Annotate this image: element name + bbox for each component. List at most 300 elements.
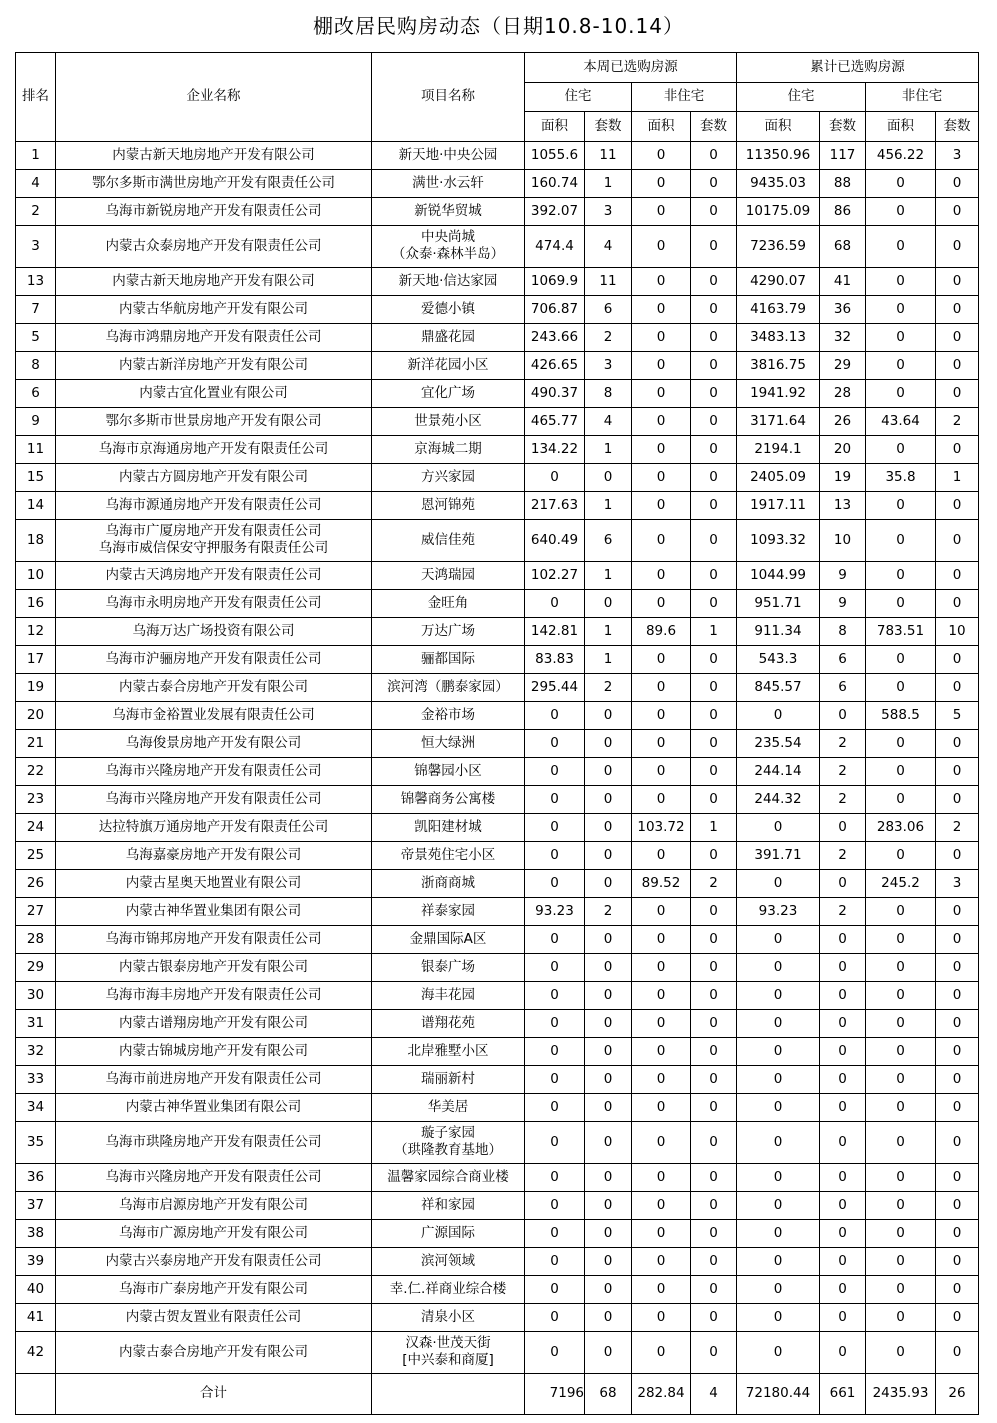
week-nonres-units: 0: [691, 463, 737, 491]
rank-cell: 40: [16, 1275, 56, 1303]
header-week: 本周已选购房源: [525, 53, 737, 83]
week-nonres-units: 0: [691, 645, 737, 673]
cum-nonres-units: 0: [936, 351, 979, 379]
cum-res-area: 4163.79: [737, 295, 820, 323]
company-cell: 乌海市前进房地产开发有限责任公司: [56, 1065, 372, 1093]
cum-res-units: 0: [820, 1093, 866, 1121]
week-res-units: 0: [585, 729, 632, 757]
week-res-area: 217.63: [525, 491, 585, 519]
cum-nonres-area: 245.2: [866, 869, 936, 897]
week-nonres-units: 0: [691, 351, 737, 379]
table-row: [16, 1163, 979, 1191]
cum-nonres-area: 0: [866, 1009, 936, 1037]
week-nonres-area: 0: [632, 379, 691, 407]
rank-cell: 16: [16, 589, 56, 617]
project-cell: 广源国际: [372, 1219, 525, 1247]
cum-nonres-units: 0: [936, 785, 979, 813]
company-cell: 乌海市永明房地产开发有限责任公司: [56, 589, 372, 617]
week-res-units: 0: [585, 925, 632, 953]
week-res-area: 0: [525, 869, 585, 897]
week-res-area: 1055.6: [525, 141, 585, 169]
page-title: 棚改居民购房动态（日期10.8-10.14）: [312, 14, 684, 38]
table-row: [16, 1275, 979, 1303]
table-body: [16, 141, 979, 1373]
company-cell: 内蒙古银泰房地产开发有限公司: [56, 953, 372, 981]
week-res-units: 11: [585, 267, 632, 295]
cum-res-area: 244.14: [737, 757, 820, 785]
rank-cell: 31: [16, 1009, 56, 1037]
week-res-units: 0: [585, 813, 632, 841]
week-nonres-units: 0: [691, 1247, 737, 1275]
company-cell: 内蒙古泰合房地产开发有限公司: [56, 1331, 372, 1373]
cum-res-area: 0: [737, 1121, 820, 1163]
table-header: [16, 53, 979, 142]
week-res-units: 0: [585, 589, 632, 617]
project-cell: 锦馨园小区: [372, 757, 525, 785]
week-res-units: 2: [585, 897, 632, 925]
cum-nonres-units: 0: [936, 897, 979, 925]
week-nonres-units: 0: [691, 1191, 737, 1219]
week-nonres-area: 0: [632, 561, 691, 589]
cum-res-area: 951.71: [737, 589, 820, 617]
project-cell: 金裕市场: [372, 701, 525, 729]
cum-nonres-area: 43.64: [866, 407, 936, 435]
cum-nonres-units: 0: [936, 757, 979, 785]
table-row: [16, 589, 979, 617]
cum-res-units: 9: [820, 589, 866, 617]
rank-cell: 32: [16, 1037, 56, 1065]
table-row: [16, 729, 979, 757]
rank-cell: 27: [16, 897, 56, 925]
header-area: 面积: [866, 112, 936, 142]
company-cell: 鄂尔多斯市满世房地产开发有限责任公司: [56, 169, 372, 197]
week-nonres-units: 0: [691, 1219, 737, 1247]
cum-nonres-area: 0: [866, 589, 936, 617]
week-nonres-area: 0: [632, 673, 691, 701]
company-cell: 乌海市金裕置业发展有限责任公司: [56, 701, 372, 729]
total-value: 661: [820, 1373, 866, 1414]
week-nonres-area: 0: [632, 1009, 691, 1037]
cum-nonres-units: 10: [936, 617, 979, 645]
cum-nonres-units: 2: [936, 813, 979, 841]
header-units: 套数: [820, 112, 866, 142]
cum-res-area: 0: [737, 813, 820, 841]
week-res-units: 1: [585, 561, 632, 589]
table-row: [16, 561, 979, 589]
week-nonres-area: 103.72: [632, 813, 691, 841]
rank-cell: 11: [16, 435, 56, 463]
week-res-area: 0: [525, 701, 585, 729]
table-row: [16, 519, 979, 561]
cum-nonres-units: 0: [936, 981, 979, 1009]
cum-nonres-units: 0: [936, 1247, 979, 1275]
week-res-area: 134.22: [525, 435, 585, 463]
week-nonres-units: 0: [691, 225, 737, 267]
cum-res-area: 10175.09: [737, 197, 820, 225]
week-nonres-area: 0: [632, 295, 691, 323]
cum-res-units: 2: [820, 841, 866, 869]
week-res-units: 4: [585, 225, 632, 267]
cum-res-units: 9: [820, 561, 866, 589]
week-nonres-units: 0: [691, 785, 737, 813]
company-cell: 乌海万达广场投资有限公司: [56, 617, 372, 645]
cum-nonres-units: 0: [936, 379, 979, 407]
cum-res-units: 26: [820, 407, 866, 435]
week-res-area: 0: [525, 841, 585, 869]
cum-nonres-area: 0: [866, 225, 936, 267]
rank-cell: 6: [16, 379, 56, 407]
rank-cell: 22: [16, 757, 56, 785]
table-row: [16, 141, 979, 169]
total-rank-cell: [16, 1373, 56, 1414]
rank-cell: 29: [16, 953, 56, 981]
cum-nonres-area: 0: [866, 1331, 936, 1373]
cum-res-units: 36: [820, 295, 866, 323]
cum-nonres-units: 0: [936, 197, 979, 225]
week-res-area: 706.87: [525, 295, 585, 323]
company-cell: 内蒙古宜化置业有限公司: [56, 379, 372, 407]
table-row: [16, 169, 979, 197]
cum-res-units: 6: [820, 673, 866, 701]
company-cell: 乌海俊景房地产开发有限公司: [56, 729, 372, 757]
company-cell: 乌海市兴隆房地产开发有限责任公司: [56, 757, 372, 785]
cum-res-area: 3816.75: [737, 351, 820, 379]
table-row: [16, 351, 979, 379]
cum-res-units: 0: [820, 1037, 866, 1065]
rank-cell: 41: [16, 1303, 56, 1331]
table-row: [16, 1009, 979, 1037]
week-res-units: 2: [585, 323, 632, 351]
table-row: [16, 323, 979, 351]
cum-nonres-units: 0: [936, 1163, 979, 1191]
company-cell: 内蒙古星奥天地置业有限公司: [56, 869, 372, 897]
project-cell: 瑞丽新村: [372, 1065, 525, 1093]
cum-nonres-area: 0: [866, 1121, 936, 1163]
cum-res-area: 93.23: [737, 897, 820, 925]
cum-nonres-area: 0: [866, 897, 936, 925]
rank-cell: 3: [16, 225, 56, 267]
table-row: [16, 225, 979, 267]
project-cell: 中央尚城 （众泰·森林半岛）: [372, 225, 525, 267]
week-res-units: 1: [585, 491, 632, 519]
week-nonres-area: 0: [632, 841, 691, 869]
cum-res-area: 0: [737, 701, 820, 729]
header-area: 面积: [737, 112, 820, 142]
header-units: 套数: [585, 112, 632, 142]
week-nonres-units: 0: [691, 1163, 737, 1191]
company-cell: 内蒙古新洋房地产开发有限公司: [56, 351, 372, 379]
total-value: 4: [691, 1373, 737, 1414]
cum-res-units: 0: [820, 1065, 866, 1093]
cum-res-area: 0: [737, 1275, 820, 1303]
company-cell: 乌海市广源房地产开发有限公司: [56, 1219, 372, 1247]
project-cell: 新洋花园小区: [372, 351, 525, 379]
cum-nonres-units: 3: [936, 141, 979, 169]
table-row: [16, 491, 979, 519]
project-cell: 京海城二期: [372, 435, 525, 463]
table-row: [16, 841, 979, 869]
cum-res-area: 2194.1: [737, 435, 820, 463]
cum-res-units: 68: [820, 225, 866, 267]
rank-cell: 5: [16, 323, 56, 351]
company-cell: 乌海市京海通房地产开发有限责任公司: [56, 435, 372, 463]
cum-res-area: 1093.32: [737, 519, 820, 561]
company-cell: 内蒙古谱翔房地产开发有限公司: [56, 1009, 372, 1037]
project-cell: 金鼎国际A区: [372, 925, 525, 953]
week-res-units: 11: [585, 141, 632, 169]
week-nonres-units: 1: [691, 813, 737, 841]
cum-res-area: 543.3: [737, 645, 820, 673]
project-cell: 谱翔花苑: [372, 1009, 525, 1037]
cum-res-units: 2: [820, 785, 866, 813]
cum-res-area: 391.71: [737, 841, 820, 869]
week-nonres-area: 0: [632, 1037, 691, 1065]
project-cell: 海丰花园: [372, 981, 525, 1009]
rank-cell: 26: [16, 869, 56, 897]
cum-nonres-area: 0: [866, 323, 936, 351]
header-cum-non-residential: 非住宅: [866, 82, 979, 112]
week-nonres-area: 0: [632, 267, 691, 295]
table-row: [16, 407, 979, 435]
cum-res-area: 0: [737, 869, 820, 897]
cum-nonres-area: 0: [866, 1163, 936, 1191]
cum-res-units: 0: [820, 813, 866, 841]
table-row: [16, 295, 979, 323]
cum-res-units: 20: [820, 435, 866, 463]
week-nonres-units: 0: [691, 673, 737, 701]
rank-cell: 25: [16, 841, 56, 869]
header-rank: 排名: [16, 53, 56, 142]
rank-cell: 30: [16, 981, 56, 1009]
table-row: [16, 925, 979, 953]
cum-nonres-units: 0: [936, 1037, 979, 1065]
cum-res-units: 0: [820, 1191, 866, 1219]
cum-res-units: 0: [820, 1121, 866, 1163]
project-cell: 恒大绿洲: [372, 729, 525, 757]
cum-res-units: 6: [820, 645, 866, 673]
project-cell: 世景苑小区: [372, 407, 525, 435]
week-res-area: 392.07: [525, 197, 585, 225]
week-res-area: 0: [525, 463, 585, 491]
week-nonres-units: 0: [691, 1009, 737, 1037]
cum-nonres-area: 0: [866, 1275, 936, 1303]
cum-res-units: 0: [820, 1331, 866, 1373]
table-row: [16, 645, 979, 673]
cum-nonres-area: 456.22: [866, 141, 936, 169]
week-nonres-units: 0: [691, 701, 737, 729]
project-cell: 祥和家园: [372, 1191, 525, 1219]
project-cell: 汉森·世茂天街 [中兴泰和商厦]: [372, 1331, 525, 1373]
week-nonres-area: 0: [632, 351, 691, 379]
project-cell: 金旺角: [372, 589, 525, 617]
week-res-units: 0: [585, 981, 632, 1009]
week-res-area: 243.66: [525, 323, 585, 351]
cum-res-units: 0: [820, 1303, 866, 1331]
week-nonres-units: 0: [691, 897, 737, 925]
week-res-area: 426.65: [525, 351, 585, 379]
table-row: [16, 267, 979, 295]
week-nonres-area: 0: [632, 981, 691, 1009]
table-row: [16, 617, 979, 645]
cum-nonres-area: 0: [866, 757, 936, 785]
header-company: 企业名称: [56, 53, 372, 142]
week-nonres-units: 0: [691, 197, 737, 225]
week-nonres-units: 0: [691, 1093, 737, 1121]
week-nonres-area: 0: [632, 785, 691, 813]
week-res-area: 640.49: [525, 519, 585, 561]
week-res-units: 0: [585, 463, 632, 491]
company-cell: 乌海嘉豪房地产开发有限公司: [56, 841, 372, 869]
table-row: [16, 1065, 979, 1093]
week-nonres-area: 0: [632, 491, 691, 519]
table-row: [16, 1121, 979, 1163]
header-cum-residential: 住宅: [737, 82, 866, 112]
week-nonres-area: 0: [632, 1219, 691, 1247]
project-cell: 方兴家园: [372, 463, 525, 491]
cum-res-area: 0: [737, 953, 820, 981]
week-nonres-units: 0: [691, 981, 737, 1009]
company-cell: 乌海市广泰房地产开发有限公司: [56, 1275, 372, 1303]
cum-nonres-area: 0: [866, 295, 936, 323]
week-res-area: 465.77: [525, 407, 585, 435]
week-nonres-area: 0: [632, 645, 691, 673]
company-cell: 乌海市广厦房地产开发有限责任公司 乌海市威信保安守押服务有限责任公司: [56, 519, 372, 561]
company-cell: 内蒙古华航房地产开发有限公司: [56, 295, 372, 323]
rank-cell: 17: [16, 645, 56, 673]
company-cell: 乌海市鸿鼎房地产开发有限责任公司: [56, 323, 372, 351]
cum-res-area: 1941.92: [737, 379, 820, 407]
cum-nonres-area: 0: [866, 841, 936, 869]
week-res-units: 0: [585, 1163, 632, 1191]
header-units: 套数: [936, 112, 979, 142]
cum-res-units: 86: [820, 197, 866, 225]
cum-nonres-area: 0: [866, 1093, 936, 1121]
cum-nonres-units: 0: [936, 673, 979, 701]
week-nonres-area: 0: [632, 1093, 691, 1121]
cum-nonres-units: 0: [936, 169, 979, 197]
company-cell: 达拉特旗万通房地产开发有限责任公司: [56, 813, 372, 841]
cum-nonres-area: 0: [866, 785, 936, 813]
company-cell: 乌海市海丰房地产开发有限责任公司: [56, 981, 372, 1009]
table-row: [16, 673, 979, 701]
table-row: [16, 197, 979, 225]
cum-nonres-area: 0: [866, 981, 936, 1009]
cum-res-units: 0: [820, 869, 866, 897]
project-cell: 骊都国际: [372, 645, 525, 673]
week-nonres-units: 0: [691, 1275, 737, 1303]
week-nonres-area: 0: [632, 1331, 691, 1373]
week-res-area: 0: [525, 1247, 585, 1275]
rank-cell: 7: [16, 295, 56, 323]
table-row: [16, 701, 979, 729]
cum-nonres-area: 0: [866, 1037, 936, 1065]
week-res-area: 0: [525, 1121, 585, 1163]
rank-cell: 36: [16, 1163, 56, 1191]
week-res-units: 0: [585, 785, 632, 813]
header-cumulative: 累计已选购房源: [737, 53, 979, 83]
project-cell: 爱德小镇: [372, 295, 525, 323]
week-nonres-area: 0: [632, 1163, 691, 1191]
week-nonres-area: 0: [632, 953, 691, 981]
company-cell: 内蒙古兴泰房地产开发有限责任公司: [56, 1247, 372, 1275]
week-nonres-units: 0: [691, 141, 737, 169]
cum-res-area: 2405.09: [737, 463, 820, 491]
cum-res-area: 0: [737, 1191, 820, 1219]
table-row: [16, 953, 979, 981]
total-label: 合计: [56, 1373, 372, 1414]
week-res-area: 295.44: [525, 673, 585, 701]
company-cell: 乌海市兴隆房地产开发有限责任公司: [56, 1163, 372, 1191]
company-cell: 内蒙古神华置业集团有限公司: [56, 897, 372, 925]
week-res-area: 0: [525, 1037, 585, 1065]
week-res-area: 0: [525, 785, 585, 813]
table-row: [16, 1191, 979, 1219]
cum-nonres-area: 0: [866, 267, 936, 295]
cum-nonres-area: 0: [866, 169, 936, 197]
cum-nonres-area: 0: [866, 519, 936, 561]
cum-res-units: 2: [820, 757, 866, 785]
company-cell: 内蒙古神华置业集团有限公司: [56, 1093, 372, 1121]
rank-cell: 4: [16, 169, 56, 197]
week-res-area: 490.37: [525, 379, 585, 407]
week-res-area: 142.81: [525, 617, 585, 645]
project-cell: 北岸雅墅小区: [372, 1037, 525, 1065]
week-nonres-units: 0: [691, 953, 737, 981]
week-res-area: 0: [525, 729, 585, 757]
cum-nonres-area: 0: [866, 197, 936, 225]
cum-nonres-units: 0: [936, 645, 979, 673]
table-row: [16, 785, 979, 813]
cum-nonres-units: 0: [936, 1093, 979, 1121]
cum-res-area: 0: [737, 1163, 820, 1191]
week-nonres-units: 0: [691, 1065, 737, 1093]
cum-nonres-area: 0: [866, 491, 936, 519]
cum-res-area: 3171.64: [737, 407, 820, 435]
cum-res-area: 0: [737, 1303, 820, 1331]
week-res-units: 0: [585, 1093, 632, 1121]
cum-nonres-area: 588.5: [866, 701, 936, 729]
rank-cell: 15: [16, 463, 56, 491]
cum-res-units: 8: [820, 617, 866, 645]
project-cell: 新锐华贸城: [372, 197, 525, 225]
cum-res-units: 28: [820, 379, 866, 407]
cum-res-area: 0: [737, 1065, 820, 1093]
week-nonres-area: 0: [632, 1247, 691, 1275]
company-cell: 内蒙古方圆房地产开发有限公司: [56, 463, 372, 491]
week-nonres-units: 0: [691, 1303, 737, 1331]
company-cell: 内蒙古天鸿房地产开发有限责任公司: [56, 561, 372, 589]
rank-cell: 20: [16, 701, 56, 729]
company-cell: 内蒙古众泰房地产开发有限责任公司: [56, 225, 372, 267]
company-cell: 内蒙古泰合房地产开发有限公司: [56, 673, 372, 701]
cum-nonres-units: 0: [936, 841, 979, 869]
project-cell: 万达广场: [372, 617, 525, 645]
table-row: [16, 1219, 979, 1247]
cum-res-area: 9435.03: [737, 169, 820, 197]
rank-cell: 39: [16, 1247, 56, 1275]
cum-res-units: 13: [820, 491, 866, 519]
week-nonres-units: 0: [691, 841, 737, 869]
week-nonres-area: 0: [632, 1121, 691, 1163]
week-nonres-units: 0: [691, 561, 737, 589]
cum-res-units: 0: [820, 1009, 866, 1037]
week-nonres-area: 0: [632, 1191, 691, 1219]
week-res-units: 4: [585, 407, 632, 435]
cum-res-area: 3483.13: [737, 323, 820, 351]
table-row: [16, 813, 979, 841]
header-project: 项目名称: [372, 53, 525, 142]
total-row: [16, 1373, 979, 1414]
